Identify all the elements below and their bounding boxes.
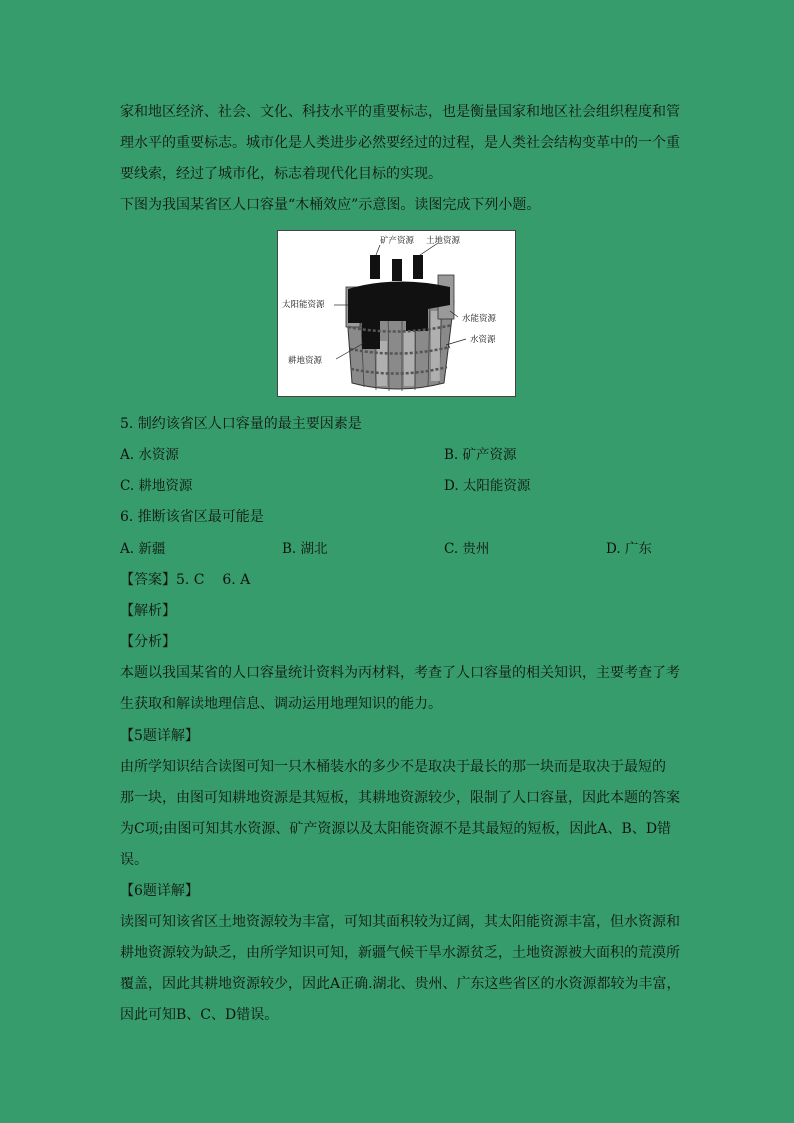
q6-option-c: C. 贵州: [444, 541, 490, 557]
land-stave: [413, 255, 423, 279]
q6-option-d: D. 广东: [606, 541, 652, 557]
label-mineral: 矿产资源: [380, 236, 415, 246]
fenxi-line-1: 本题以我国某省的人口容量统计资料为丙材料，考查了人口容量的相关知识，主要考查了考: [120, 665, 680, 681]
q5-detail-line-2: 那一块，由图可知耕地资源是其短板，其耕地资源较少，限制了人口容量，因此本题的答案: [120, 790, 680, 806]
q5-detail-line-3: 为C项;由图可知其水资源、矿产资源以及太阳能资源不是其最短的短板，因此A、B、D错: [120, 821, 672, 837]
bucket-effect-figure: [277, 230, 516, 397]
q5-detail-line-4: 误。: [120, 852, 148, 868]
q6-detail-line-4: 因此可知B、C、D错误。: [120, 1007, 279, 1023]
q6-detail-line-2: 耕地资源较为缺乏，由所学知识可知，新疆气候干旱水源贫乏，土地资源被大面积的荒漠所: [120, 945, 680, 961]
q5-stem: 5. 制约该省区人口容量的最主要因素是: [120, 416, 362, 432]
q5-option-a: A. 水资源: [120, 447, 179, 463]
q5-detail-title: 【5题详解】: [120, 728, 199, 744]
label-arable: 耕地资源: [288, 356, 323, 366]
mineral-stave: [370, 255, 380, 279]
q6-detail-title: 【6题详解】: [120, 883, 199, 899]
q5-detail-line-1: 由所学知识结合读图可知一只木桶装水的多少不是取决于最长的那一块而是取决于最短的: [120, 759, 666, 775]
q6-stem: 6. 推断该省区最可能是: [120, 509, 264, 525]
figure-intro: 下图为我国某省区人口容量“木桶效应”示意图。读图完成下列小题。: [120, 197, 541, 213]
arable-stave: [362, 335, 380, 349]
fenxi-line-2: 生获取和解读地理信息、调动运用地理知识的能力。: [120, 696, 442, 712]
q5-option-d: D. 太阳能资源: [444, 478, 531, 494]
q6-option-b: B. 湖北: [282, 541, 328, 557]
q6-detail-line-3: 覆盖，因此其耕地资源较少，因此A正确.湖北、贵州、广东这些省区的水资源都较为丰富，: [120, 976, 681, 992]
label-hydro: 水能资源: [462, 314, 497, 324]
label-solar: 太阳能资源: [282, 300, 325, 310]
q5-option-c: C. 耕地资源: [120, 478, 193, 494]
bucket-illustration: [278, 231, 515, 396]
label-land: 土地资源: [426, 236, 461, 246]
q6-option-a: A. 新疆: [120, 541, 166, 557]
paragraph-line-2: 理水平的重要标志。城市化是人类进步必然要经过的过程，是人类社会结构变革中的一个重: [120, 135, 680, 151]
q6-detail-line-1: 读图可知该省区土地资源较为丰富，可知其面积较为辽阔，其太阳能资源丰富，但水资源和: [120, 914, 680, 930]
answer-line: 【答案】5. C 6. A: [120, 572, 251, 588]
paragraph-line-3: 要线索，经过了城市化，标志着现代化目标的实现。: [120, 166, 442, 182]
stave-middle: [392, 259, 402, 281]
label-water: 水资源: [470, 335, 496, 345]
q5-option-b: B. 矿产资源: [444, 447, 517, 463]
paragraph-line-1: 家和地区经济、社会、文化、科技水平的重要标志，也是衡量国家和地区社会组织程度和管: [120, 104, 680, 120]
jiexi-heading: 【解析】: [120, 603, 176, 619]
fenxi-heading: 【分析】: [120, 634, 176, 650]
